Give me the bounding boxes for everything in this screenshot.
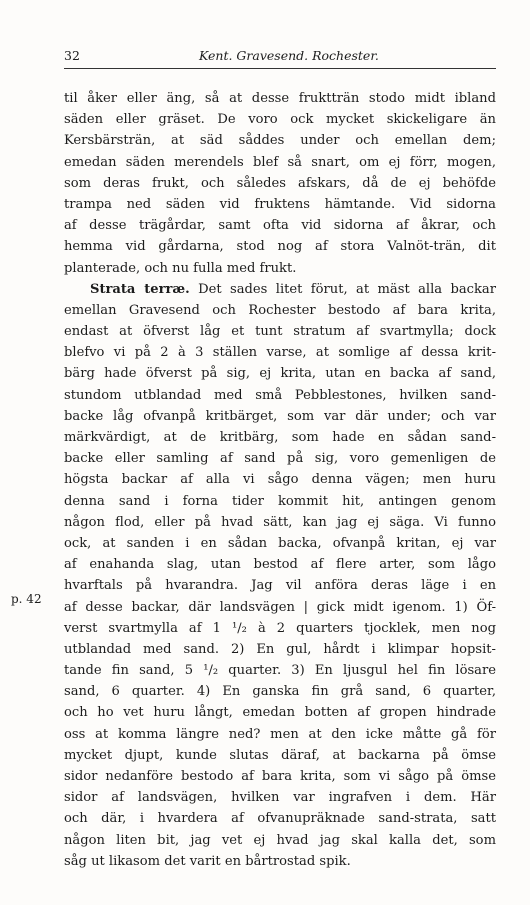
text-line: af desse backar, där landsvägen | gick midt igenom. 1) Öf- — [64, 599, 496, 615]
text-line: Kersbärsträn, at säd såddes under och emellan dem; — [64, 133, 496, 149]
text-line: märkvärdigt, at de kritbärg, som hade en sådan sand- — [64, 430, 496, 445]
text-line: emellan Gravesend och Rochester bestodo af bara krita, — [64, 302, 496, 318]
text-line: til åker eller äng, så at desse fruktträn stodo midt ibland — [64, 91, 496, 106]
strata-heading: Strata terræ. — [90, 281, 190, 297]
text-line: denna sand i forna tider kommit hit, antingen genom — [64, 493, 496, 509]
page-number: 32 — [64, 48, 80, 63]
text-line: stundom utblandad med små Pebblestones, hvilken sand- — [64, 387, 496, 403]
text-line: sidor af landsvägen, hvilken var ingrafven i dem. Här — [64, 790, 496, 806]
text-line: som deras frukt, och således afskars, då de ej behöfde — [64, 175, 496, 191]
text-line: mycket djupt, kunde slutas däraf, at backarna på ömse — [64, 747, 496, 763]
text-line: sidor nedanföre bestodo af bara krita, som vi sågo på ömse — [64, 769, 496, 784]
body-text — [64, 88, 496, 872]
text-line: sand, 6 quarter. 4) En ganska fin grå sand, 6 quarter, — [64, 684, 496, 700]
text-line: och ho vet huru långt, emedan botten af gropen hindrade — [64, 705, 496, 721]
header-rule — [64, 68, 496, 69]
text-line: trampa ned säden vid fruktens hämtande. Vid sidorna — [64, 196, 496, 212]
text-line: hemma vid gårdarna, stod nog af stora Valnöt-trän, dit — [64, 239, 496, 255]
text-line: utblandad med sand. 2) En gul, hårdt i klimpar hopsit- — [64, 641, 496, 657]
text-line: någon liten bit, jag vet ej hvad jag skal kalla det, som — [64, 832, 496, 848]
text-line: backe låg ofvanpå kritbärget, som var där under; och var — [64, 408, 496, 424]
text-line: någon flod, eller på hvad sätt, kan jag ej säga. Vi funno — [64, 514, 496, 530]
text-line: verst svartmylla af 1 ¹/₂ à 2 quarters tjocklek, men nog — [64, 620, 496, 636]
text-line: högsta backar af alla vi sågo denna vägen; men huru — [64, 472, 496, 488]
running-title: Kent. Gravesend. Rochester. — [199, 48, 379, 63]
text-line: blefvo vi på 2 à 3 ställen varse, at somlige af dessa krit- — [64, 345, 496, 361]
text-line: oss at komma längre ned? men at den icke måtte gå för — [64, 726, 496, 742]
text-line: såg ut likasom det varit en bårtrostad spik. — [64, 853, 351, 869]
text-line: säden eller gräset. De voro ock mycket skickeligare än — [64, 112, 496, 128]
text-line-with-heading — [64, 279, 496, 300]
page-header — [64, 47, 496, 65]
text-line: och där, i hvardera af ofvanupräknade sand-strata, satt — [64, 811, 496, 827]
text-line: hvarftals på hvarandra. Jag vil anföra deras läge i en — [64, 578, 496, 594]
text-line: endast at öfverst låg et tunt stratum af svartmylla; dock — [64, 324, 496, 340]
text-line: backe eller samling af sand på sig, voro gemenligen de — [64, 451, 496, 467]
text-line: emedan säden merendels blef så snart, om ej förr, mogen, — [64, 154, 496, 170]
margin-page-reference: p. 42 — [11, 592, 42, 606]
text-line: af desse trägårdar, samt ofta vid sidorna af åkrar, och — [64, 218, 496, 234]
text-line: Det sades litet förut, at mäst alla backar — [198, 281, 496, 297]
text-line: bärg hade öfverst på sig, ej krita, utan en backa af sand, — [64, 366, 496, 382]
text-line: af enahanda slag, utan bestod af flere arter, som lågo — [64, 557, 496, 573]
text-line: tande fin sand, 5 ¹/₂ quarter. 3) En ljusgul hel fin lösare — [64, 663, 496, 679]
text-line: planterade, och nu fulla med frukt. — [64, 260, 297, 276]
text-line: ock, at sanden i en sådan backa, ofvanpå kritan, ej var — [64, 535, 496, 551]
